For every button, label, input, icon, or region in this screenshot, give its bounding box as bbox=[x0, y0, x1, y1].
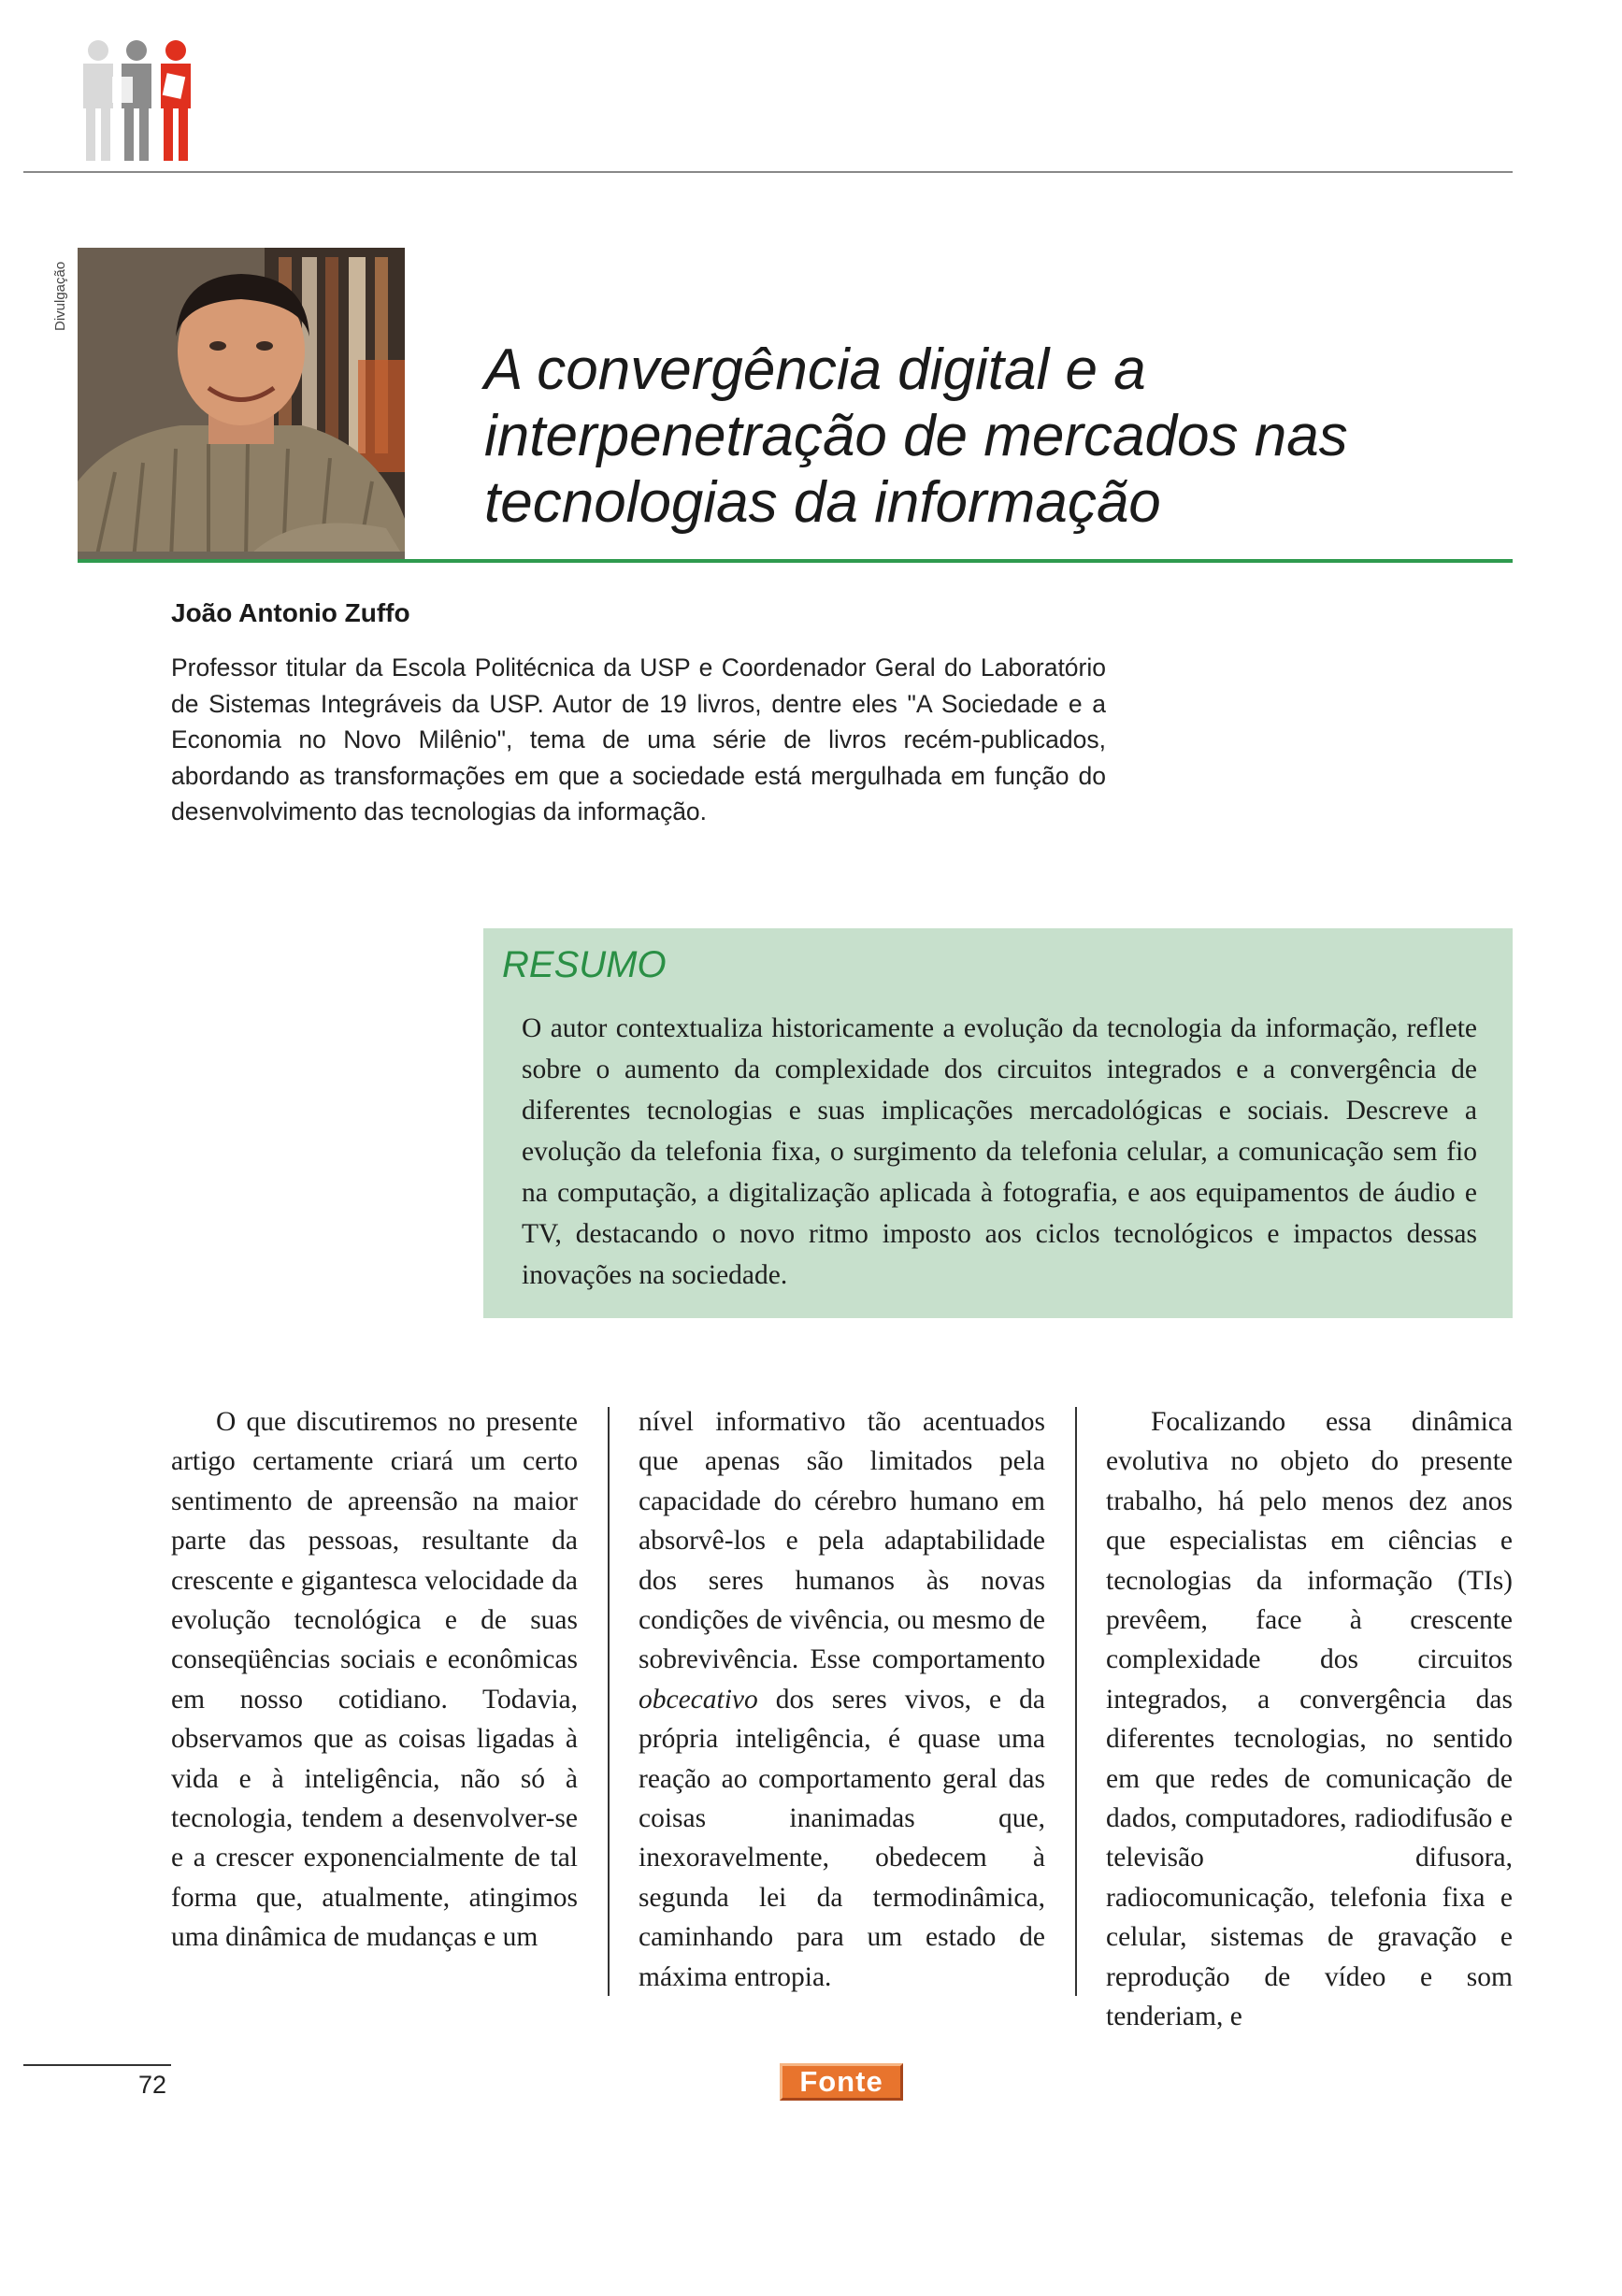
journal-logo: Fonte bbox=[780, 2063, 903, 2101]
author-photo bbox=[78, 248, 405, 559]
body-column-3 bbox=[1106, 1402, 1513, 2037]
body-paragraph bbox=[639, 1402, 1045, 1997]
column-divider bbox=[1075, 1407, 1077, 1996]
body-text: dos seres vivos, e da própria inteligência, é quase uma reação ao comportamento geral das coisas inanimadas que, inexoravelmente, obedecem à segunda lei da termodinâmica, caminhando para um estado de máxima entropia. bbox=[639, 1684, 1045, 1992]
body-column-2 bbox=[639, 1402, 1045, 1997]
column-divider bbox=[608, 1407, 610, 1996]
abstract-heading: RESUMO bbox=[502, 944, 667, 985]
body-paragraph: O que discutiremos no presente artigo certamente criará um certo sentimento de apreensão na maior parte das pessoas, resultante da crescente e gigantesca velocidade da evolução tecnológica e de suas conseqüências sociais e econômicas em nosso cotidiano. Todavia, observamos que as coisas ligadas à vida e à inteligência, não só à tecnologia, tendem a desenvolver-se e a crescer exponencialmente de tal forma que, atualmente, atingimos uma dinâmica de mudanças e um bbox=[171, 1407, 578, 1953]
abstract-text: O autor contextualiza historicamente a evolução da tecnologia da informação, reflete sobre o aumento da complexidade dos circuitos integrados e a convergência de diferentes tecnologias e suas implicações mercadológicas e sociais. Descreve a evolução da telefonia fixa, o surgimento da telefonia celular, a comunicação sem fio na computação, a digitalização aplicada à fotografia, e aos equipamentos de áudio e TV, destacando o novo ritmo imposto aos ciclos tecnológicos e impactos dessas inovações na sociedade. bbox=[522, 1013, 1477, 1290]
photo-credit: Divulgação bbox=[52, 261, 68, 331]
emphasis-text: obcecativo bbox=[639, 1684, 758, 1715]
header-rule bbox=[23, 171, 1513, 173]
title-rule bbox=[78, 559, 1513, 563]
author-name: João Antonio Zuffo bbox=[171, 598, 410, 627]
body-paragraph: Focalizando essa dinâmica evolutiva no objeto do presente trabalho, há pelo menos dez anos que especialistas em ciências e tecnologias da informação (TIs) prevêem, face à crescente complexidade dos circuitos integrados, a convergência das diferentes tecnologias, no sentido em que redes de comunicação de dados, computadores, radiodifusão e televisão difusora, radiocomunicação, telefonia fixa e celular, sistemas de gravação e reprodução de vídeo e som tenderiam, e bbox=[1106, 1407, 1513, 2032]
body-text: nível informativo tão acentuados que apenas são limitados pela capacidade do cérebro humano em absorvê-los e pela adaptabilidade dos seres humanos às novas condições de vivência, ou mesmo de sobrevivência. Esse comportamento bbox=[639, 1407, 1045, 1675]
footer-rule bbox=[23, 2064, 171, 2066]
author-bio: Professor titular da Escola Politécnica da USP e Coordenador Geral do Laboratório de Sistemas Integráveis da USP. Autor de 19 livros, dentre eles "A Sociedade e a Economia no Novo Milênio", tema de uma série de livros recém-publicados, abordando as transformações em que a sociedade está mergulhada em função do desenvolvimento das tecnologias da informação. bbox=[171, 653, 1106, 825]
body-column-1 bbox=[171, 1402, 578, 1958]
publication-logo bbox=[75, 37, 215, 168]
article-title: A convergência digital e a interpenetração de mercados nas tecnologias da informação bbox=[484, 337, 1348, 535]
page-number: 72 bbox=[138, 2071, 167, 2099]
